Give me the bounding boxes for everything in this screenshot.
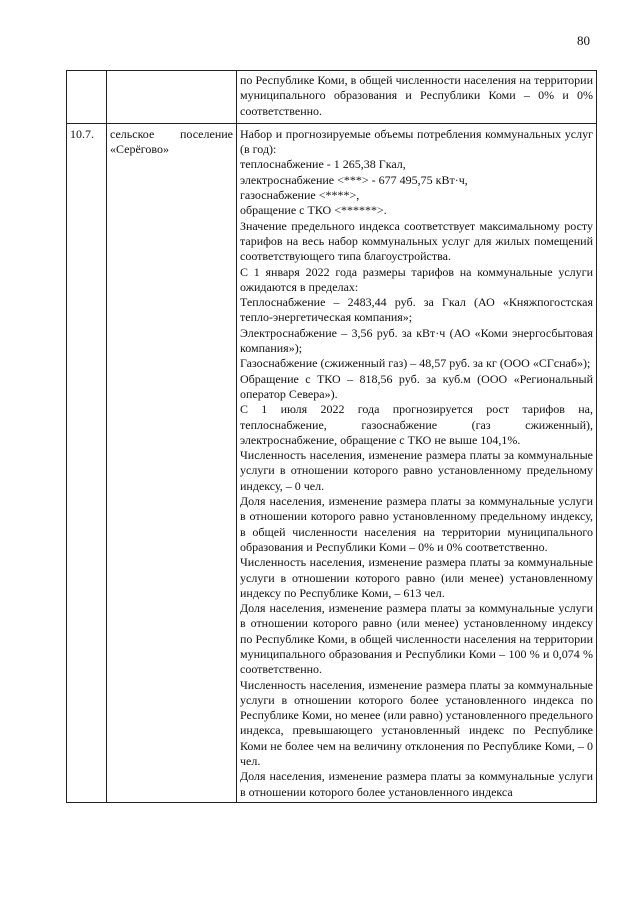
settlement-name: сельское поселение «Серёгово» (107, 123, 237, 802)
paragraph: Электроснабжение – 3,56 руб. за кВт·ч (АО «Коми энергосбытовая компания»); (240, 325, 593, 356)
paragraph: обращение с ТКО <******>. (240, 203, 387, 218)
paragraph: Теплоснабжение – 2483,44 руб. за Гкал (АО «Княжпогостская тепло-энергетическая компания»; (240, 295, 593, 325)
paragraph: Численность населения, изменение размера платы за коммунальные услуги в отношении которого более установленного индекса по Республике Коми, но менее (или равно) установленного предельного индекса, превышающего установленный индекс по Республике Коми не более чем на величину отклонения по Республике Коми, – 0 чел. (240, 677, 593, 769)
paragraph: Набор и прогнозируемые объемы потребления коммунальных услуг (в год): (240, 126, 593, 157)
row-description (237, 71, 597, 124)
row-description (237, 123, 597, 802)
paragraph: Численность населения, изменение размера платы за коммунальные услуги в отношении которого равно (или менее) установленному индексу по Республике Коми, – 613 чел. (240, 555, 593, 600)
paragraph: Значение предельного индекса соответствует максимальному росту тарифов на весь набор коммунальных услуг для жилых помещений соответствующего типа благоустройства. (240, 218, 593, 264)
paragraph: Доля населения, изменение размера платы за коммунальные услуги в отношении которого более установленного индекса (240, 769, 593, 799)
settlement-name (107, 71, 237, 124)
paragraph: Газоснабжение (сжиженный газ) – 48,57 руб. за кг (ООО «СГснаб»); (240, 356, 591, 371)
table-row (67, 71, 597, 124)
paragraph: по Республике Коми, в общей численности населения на территории муниципального образования и Республики Коми – 0% и 0% соответственно. (240, 73, 593, 118)
paragraph: Обращение с ТКО – 818,56 руб. за куб.м (ООО «Региональный оператор Севера»). (240, 371, 593, 401)
paragraph: С 1 июля 2022 года прогнозируется рост тарифов на, теплоснабжение, газоснабжение (газ сжиженный), электроснабжение, обращение с ТКО не выше 104,1%. (240, 402, 593, 447)
document-table (66, 70, 597, 803)
table-row (67, 123, 597, 802)
paragraph: Доля населения, изменение размера платы за коммунальные услуги в отношении которого равно (или менее) установленному индексу по Республике Коми, в общей численности населения на территории муниципального образования и Республики Коми – 100 % и 0,074 % соответственно. (240, 601, 593, 677)
page-number: 80 (577, 33, 590, 48)
paragraph: Доля населения, изменение размера платы за коммунальные услуги в отношении которого равно установленному предельному индексу, в общей численности населения на территории муниципального образования и Республики Коми – 0% и 0% соответственно. (240, 494, 593, 554)
paragraph: теплоснабжение - 1 265,38 Гкал, (240, 157, 406, 172)
row-number (67, 71, 107, 124)
paragraph: С 1 января 2022 года размеры тарифов на коммунальные услуги ожидаются в пределах: (240, 264, 593, 294)
paragraph: Численность населения, изменение размера платы за коммунальные услуги в отношении которого равно установленному предельному индексу, – 0 чел. (240, 448, 593, 493)
paragraph: электроснабжение <***> - 677 495,75 кВт·ч, (240, 172, 468, 187)
row-number: 10.7. (67, 123, 107, 802)
paragraph: газоснабжение <****>, (240, 188, 360, 203)
